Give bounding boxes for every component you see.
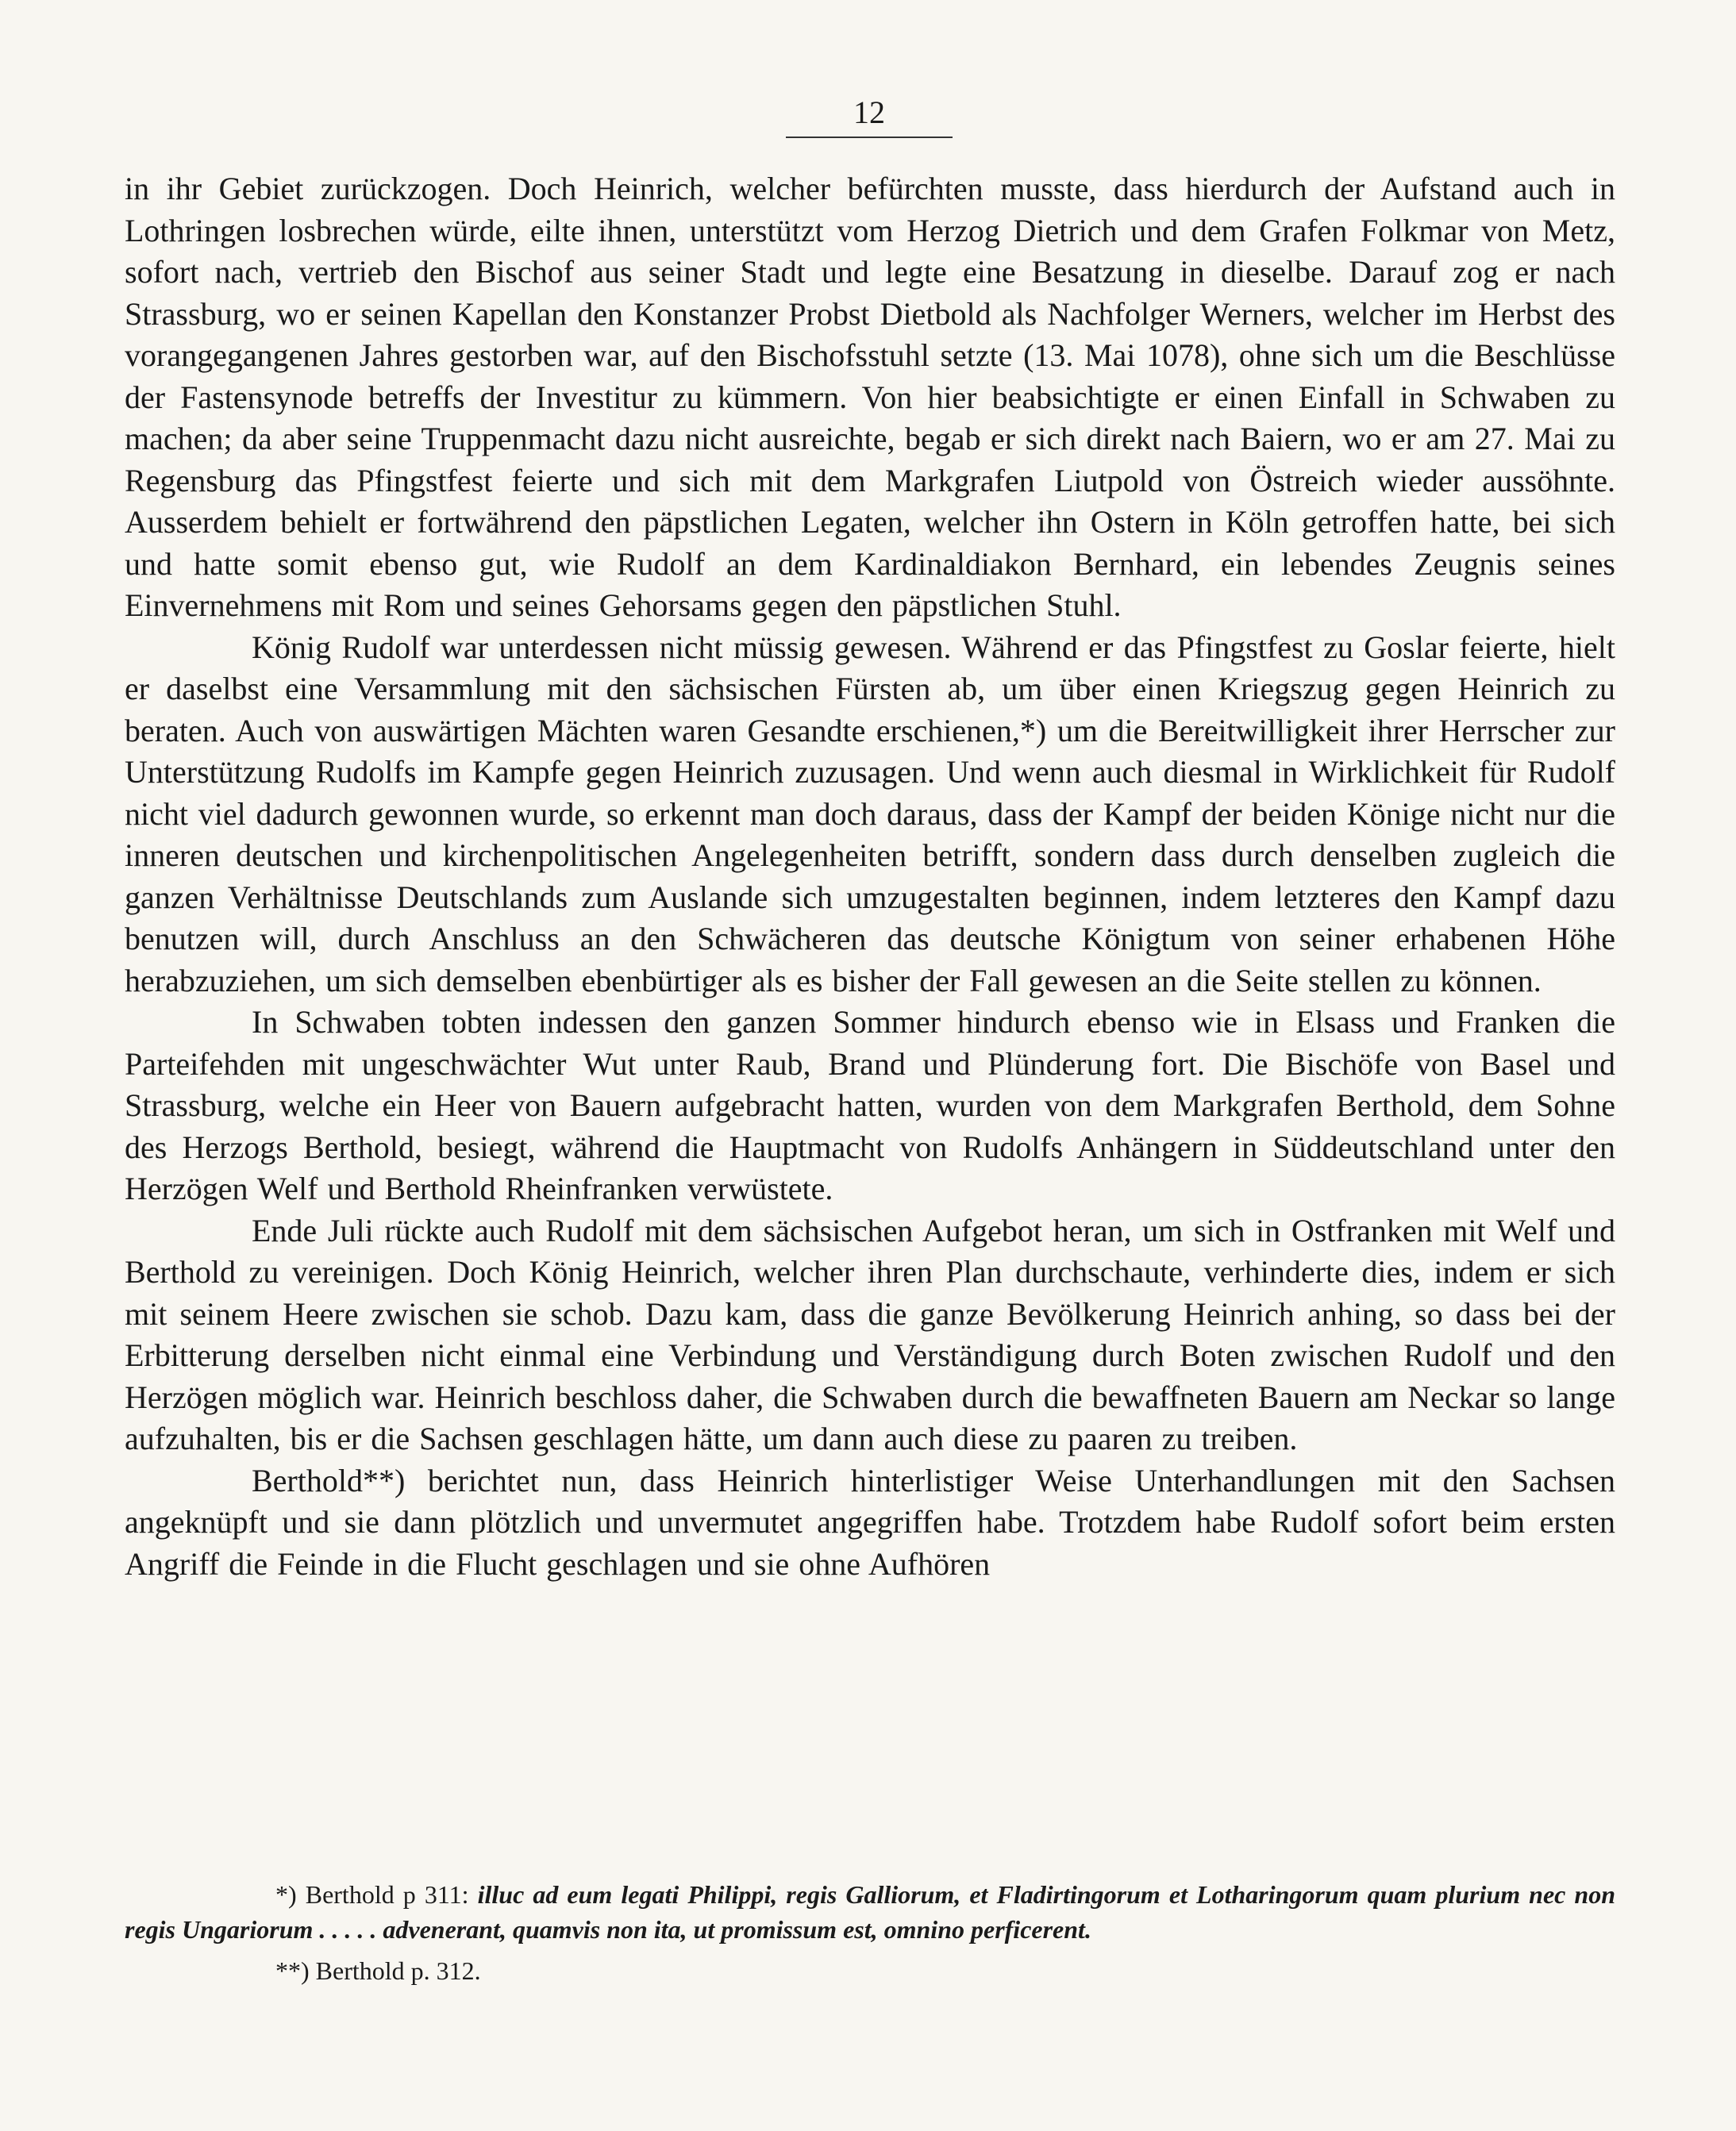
footnote-2 — [125, 1953, 1615, 1988]
footnote-1-quote: illuc ad eum legati Philippi, regis Galliorum, et Fladirtingorum et Lotharingorum quam plurium nec non regis Ungariorum . . . . . advenerant, quamvis non ita, ut promissum est, omnino perficerent. — [125, 1880, 1616, 1944]
paragraph-4: Ende Juli rückte auch Rudolf mit dem sächsischen Aufgebot heran, um sich in Ostfranken mit Welf und Berthold zu vereinigen. Doch König Heinrich, welcher ihren Plan durchschaute, verhinderte dies, indem er sich mit seinem Heere zwischen sie schob. Dazu kam, dass die ganze Bevölkerung Heinrich anhing, so dass bei der Erbitterung derselben nicht einmal eine Verbindung und Verständigung durch Boten zwischen Rudolf und den Herzögen möglich war. Heinrich beschloss daher, die Schwaben durch die bewaffneten Bauern am Neckar so lange aufzuhalten, bis er die Sachsen geschlagen hätte, um dann auch diese zu paaren zu treiben. — [125, 1212, 1615, 1456]
footnote-2-ref: **) Berthold p. 312. — [275, 1956, 481, 1985]
page-number: 12 — [853, 94, 885, 130]
paragraph-3: In Schwaben tobten indessen den ganzen Sommer hindurch ebenso wie in Elsass und Franken die Parteifehden mit ungeschwächter Wut unter Raub, Brand und Plünderung fort. Die Bischöfe von Basel und Strassburg, welche ein Heer von Bauern aufgebracht hatten, wurden von dem Markgrafen Berthold, dem Sohne des Herzogs Berthold, besiegt, während die Hauptmacht von Rudolfs Anhängern in Süddeutschland unter den Herzögen Welf und Berthold Rheinfranken verwüstete. — [125, 1004, 1615, 1206]
body-text — [125, 168, 1615, 1585]
footnote-1 — [125, 1877, 1615, 1947]
paragraph-5: Berthold**) berichtet nun, dass Heinrich hinterlistiger Weise Unterhandlungen mit den Sachsen angeknüpft und sie dann plötzlich und unvermutet angegriffen habe. Trotzdem habe Rudolf sofort beim ersten Angriff die Feinde in die Flucht geschlagen und sie ohne Aufhören — [125, 1462, 1615, 1582]
footnotes — [125, 1877, 1615, 1994]
footnote-1-ref: *) Berthold p 311: — [275, 1880, 469, 1909]
paragraph-2: König Rudolf war unterdessen nicht müssig gewesen. Während er das Pfingstfest zu Goslar feierte, hielt er daselbst eine Versammlung mit den sächsischen Fürsten ab, um über einen Kriegszug gegen Heinrich zu beraten. Auch von auswärtigen Mächten waren Gesandte erschienen,*) um die Bereitwilligkeit ihrer Herrscher zur Unterstützung Rudolfs im Kampfe gegen Heinrich zuzusagen. Und wenn auch diesmal in Wirklichkeit für Rudolf nicht viel dadurch gewonnen wurde, so erkennt man doch daraus, dass der Kampf der beiden Könige nicht nur die inneren deutschen und kirchenpolitischen Angelegenheiten betrifft, sondern dass durch denselben zugleich die ganzen Verhältnisse Deutschlands zum Auslande sich umzugestalten beginnen, indem letzteres den Kampf dazu benutzen will, durch Anschluss an den Schwächeren das deutsche Königtum von seiner erhabenen Höhe herabzuziehen, um sich demselben ebenbürtiger als es bisher der Fall gewesen an die Seite stellen zu können. — [125, 629, 1615, 998]
paragraph-1: in ihr Gebiet zurückzogen. Doch Heinrich, welcher befürchten musste, dass hierdurch der Aufstand auch in Lothringen losbrechen würde, eilte ihnen, unterstützt vom Herzog Dietrich und dem Grafen Folkmar von Metz, sofort nach, vertrieb den Bischof aus seiner Stadt und legte eine Besatzung in dieselbe. Darauf zog er nach Strassburg, wo er seinen Kapellan den Konstanzer Probst Dietbold als Nachfolger Werners, welcher im Herbst des vorangegangenen Jahres gestorben war, auf den Bischofsstuhl setzte (13. Mai 1078), ohne sich um die Beschlüsse der Fastensynode betreffs der Investitur zu kümmern. Von hier beabsichtigte er einen Einfall in Schwaben zu machen; da aber seine Truppenmacht dazu nicht ausreichte, begab er sich direkt nach Baiern, wo er am 27. Mai zu Regensburg das Pfingstfest feierte und sich mit dem Markgrafen Liutpold von Östreich wieder aussöhnte. Ausserdem behielt er fortwährend den päpstlichen Legaten, welcher ihn Ostern in Köln getroffen hatte, bei sich und hatte somit ebenso gut, wie Rudolf an dem Kardinaldiakon Bernhard, ein lebendes Zeugnis seines Einvernehmens mit Rom und seines Gehorsams gegen den päpstlichen Stuhl. — [125, 171, 1615, 623]
page-number-header — [786, 89, 953, 138]
